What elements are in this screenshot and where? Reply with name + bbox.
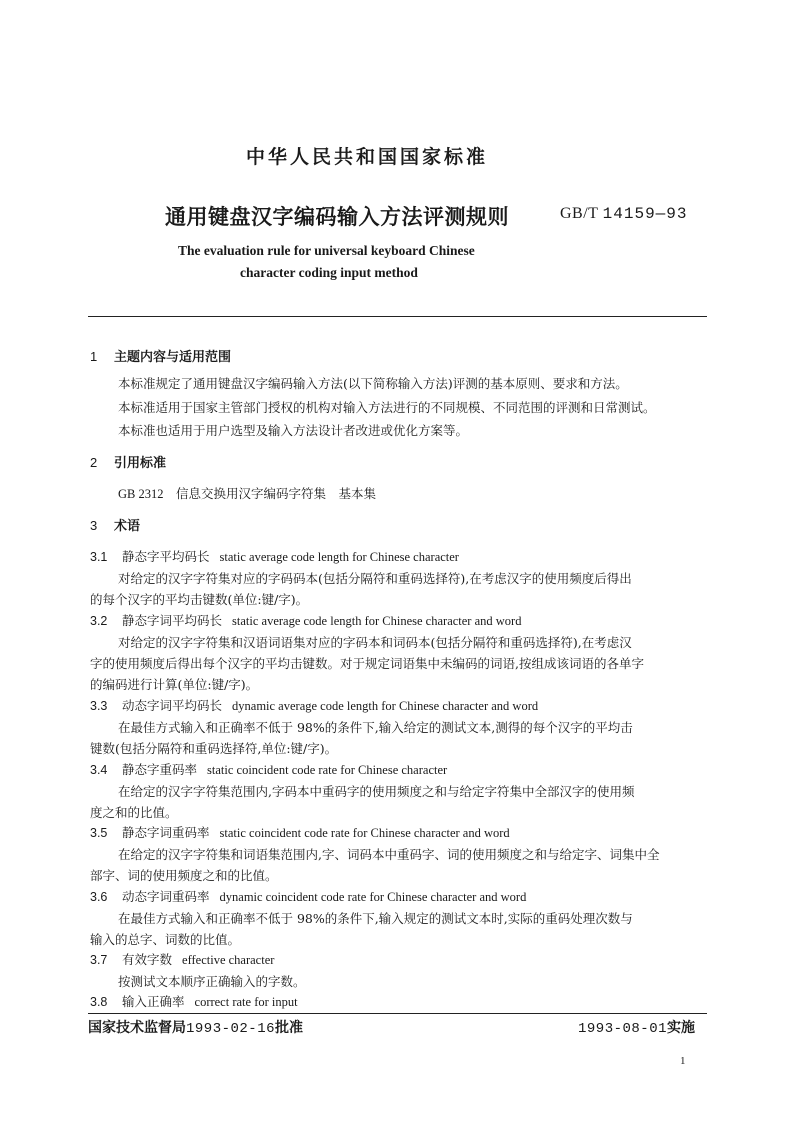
header-divider	[88, 316, 707, 317]
term-definition-line: 在给定的汉字字符集范围内,字码本中重码字的使用频度之和与给定字符集中全部汉字的使用频	[118, 784, 635, 799]
standard-number	[560, 205, 687, 223]
term-heading: 3.6 动态字词重码率 dynamic coincident code rate for Chinese character and word	[90, 889, 527, 904]
national-standard-heading: 中华人民共和国国家标准	[245, 146, 488, 168]
section-1-heading: 1 主题内容与适用范围	[90, 349, 232, 365]
approval-date: 1993-02-16	[186, 1021, 276, 1037]
term-definition-line: 对给定的汉字字符集对应的字码码本(包括分隔符和重码选择符),在考虑汉字的使用频度后得出	[118, 571, 632, 586]
standard-code: 14159—93	[602, 205, 688, 223]
term-definition-line: 的编码进行计算(单位:键/字)。	[90, 677, 259, 692]
footer-divider	[88, 1013, 707, 1014]
implementation-suffix: 实施	[667, 1020, 696, 1036]
term-heading: 3.8 输入正确率 correct rate for input	[90, 994, 298, 1009]
reference-standard	[118, 483, 376, 505]
term-definition-line: 输入的总字、词数的比值。	[90, 932, 241, 947]
standard-title-en-line2: character coding input method	[240, 265, 418, 280]
section-1-para-2: 本标准适用于国家主管部门授权的机构对输入方法进行的不同规模、不同范围的评测和日常测试。	[118, 400, 656, 415]
section-1-para-3: 本标准也适用于用户选型及输入方法设计者改进或优化方案等。	[118, 423, 469, 438]
term-definition-line: 在最佳方式输入和正确率不低于 98%的条件下,输入规定的测试文本时,实际的重码处理次数与	[118, 911, 633, 926]
term-definition-line: 度之和的比值。	[90, 805, 178, 820]
standard-prefix: GB/T	[560, 205, 599, 222]
term-definition-line: 的每个汉字的平均击键数(单位:键/字)。	[90, 592, 309, 607]
term-definition-line: 按测试文本顺序正确输入的字数。	[118, 974, 306, 989]
term-definition-line: 部字、词的使用频度之和的比值。	[90, 868, 278, 883]
term-heading: 3.4 静态字重码率 static coincident code rate for Chinese character	[90, 762, 448, 777]
page-number: 1	[680, 1055, 686, 1067]
term-definition-line: 字的使用频度后得出每个汉字的平均击键数。对于规定词语集中未编码的词语,按组成该词语的各单字	[90, 656, 644, 671]
reference-title: 信息交换用汉字编码字符集 基本集	[176, 486, 377, 501]
section-1-para-1: 本标准规定了通用键盘汉字编码输入方法(以下简称输入方法)评测的基本原则、要求和方法。	[118, 376, 628, 391]
term-heading: 3.2 静态字词平均码长 static average code length for Chinese character and word	[90, 613, 522, 628]
term-heading: 3.3 动态字词平均码长 dynamic average code length for Chinese character and word	[90, 698, 539, 713]
approval-line	[88, 1017, 303, 1037]
term-heading: 3.5 静态字词重码率 static coincident code rate for Chinese character and word	[90, 825, 510, 840]
implementation-date: 1993-08-01	[578, 1021, 668, 1037]
approval-suffix: 批准	[275, 1020, 304, 1036]
standard-title-cn: 通用键盘汉字编码输入方法评测规则	[165, 205, 509, 229]
term-definition-line: 在最佳方式输入和正确率不低于 98%的条件下,输入给定的测试文本,测得的每个汉字的平均击	[118, 720, 633, 735]
section-2-heading: 2 引用标准	[90, 455, 167, 471]
term-heading: 3.1 静态字平均码长 static average code length for Chinese character	[90, 549, 459, 564]
term-heading: 3.7 有效字数 effective character	[90, 952, 275, 967]
section-3-heading: 3 术语	[90, 518, 141, 534]
reference-code: GB 2312	[118, 487, 164, 501]
term-definition-line: 键数(包括分隔符和重码选择符,单位:键/字)。	[90, 741, 338, 756]
standard-title-en-line1: The evaluation rule for universal keyboard Chinese	[178, 243, 475, 258]
implementation-line	[578, 1017, 695, 1037]
approval-org: 国家技术监督局	[88, 1020, 186, 1036]
term-definition-line: 在给定的汉字字符集和词语集范围内,字、词码本中重码字、词的使用频度之和与给定字、词集中全	[118, 847, 660, 862]
term-definition-line: 对给定的汉字字符集和汉语词语集对应的字码本和词码本(包括分隔符和重码选择符),在考虑汉	[118, 635, 632, 650]
